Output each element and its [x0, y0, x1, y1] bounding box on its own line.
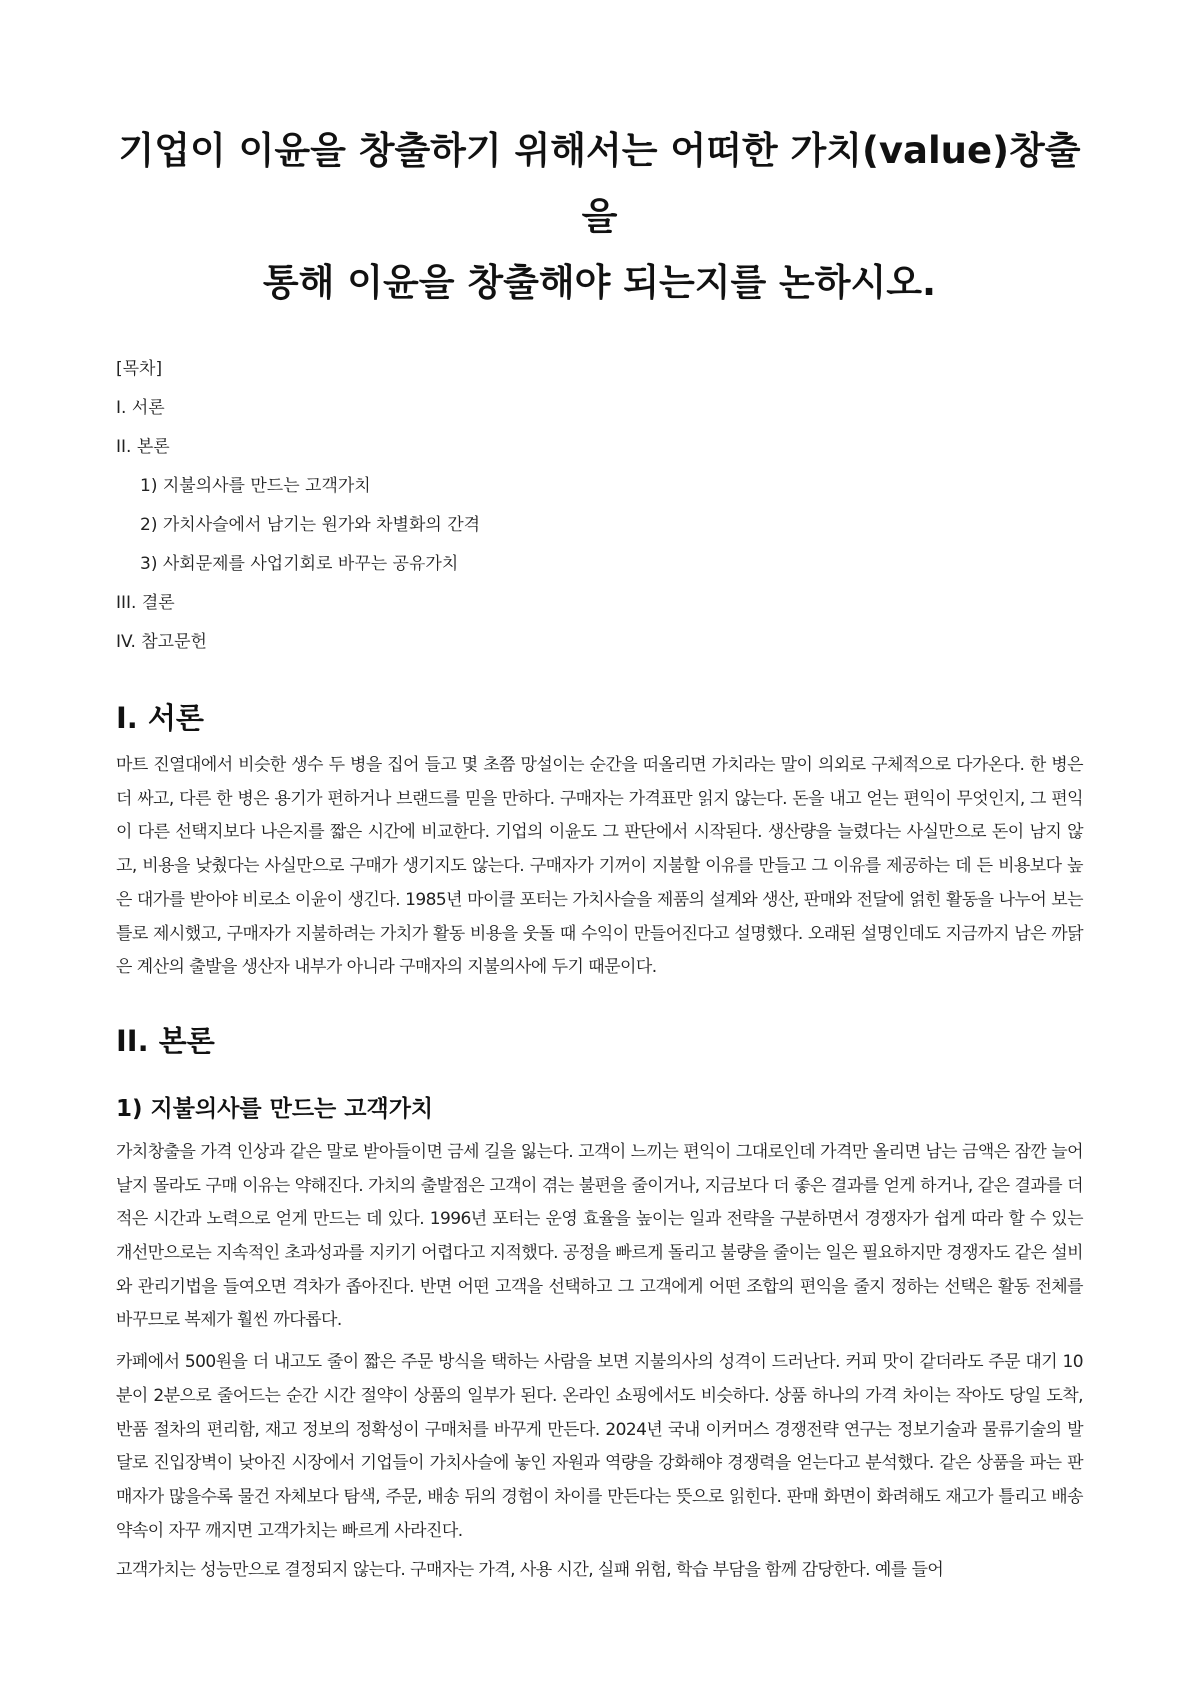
document-title-line-2: 통해 이윤을 창출해야 되는지를 논하시오. — [262, 261, 937, 304]
document-title-line-1: 기업이 이윤을 창출하기 위해서는 어떠한 가치(value)창출을 — [118, 129, 1081, 238]
toc-item-body-1: 1) 지불의사를 만드는 고객가치 — [140, 476, 371, 496]
body-paragraph: 카페에서 500원을 더 내고도 줄이 짧은 주문 방식을 택하는 사람을 보면 지불의사의 성격이 드러난다. 커피 맛이 같더라도 주문 대기 10분이 2분으로 줄어드는 순간 시간 절약이 상품의 일부가 된다. 온라인 쇼핑에서도 비슷하다. 상품 하나의 가격 차이는 작아도 당일 도착, 반품 절차의 편리함, 재고 정보의 정확성이 구매처를 바꾸게 만든다. 2024년 국내 이커머스 경쟁전략 연구는 정보기술과 물류기술의 발달로 진입장벽이 낮아진 시장에서 기업들이 가치사슬에 놓인 자원과 역량을 강화해야 경쟁력을 얻는다고 분석했다. 같은 상품을 파는 판매자가 많을수록 물건 자체보다 탐색, 주문, 배송 뒤의 경험이 차이를 만든다는 뜻으로 읽힌다. 판매 화면이 화려해도 재고가 틀리고 배송 약속이 자꾸 깨지면 고객가치는 빠르게 사라진다. — [116, 1352, 1083, 1541]
body-paragraph: 고객가치는 성능만으로 결정되지 않는다. 구매자는 가격, 사용 시간, 실패 위험, 학습 부담을 함께 감당한다. 예를 들어 — [116, 1560, 944, 1581]
toc-item-intro: I. 서론 — [116, 398, 165, 418]
subsection-heading-customer-value: 1) 지불의사를 만드는 고객가치 — [116, 1095, 434, 1122]
toc-item-body-2: 2) 가치사슬에서 남기는 원가와 차별화의 간격 — [140, 515, 481, 535]
body-paragraph: 가치창출을 가격 인상과 같은 말로 받아들이면 금세 길을 잃는다. 고객이 느끼는 편익이 그대로인데 가격만 올리면 남는 금액은 잠깐 늘어날지 몰라도 구매 이유는 약해진다. 가치의 출발점은 고객이 겪는 불편을 줄이거나, 지금보다 더 좋은 결과를 얻게 하거나, 같은 결과를 더 적은 시간과 노력으로 얻게 만드는 데 있다. 1996년 포터는 운영 효율을 높이는 일과 전략을 구분하면서 경쟁자가 쉽게 따라 할 수 있는 개선만으로는 지속적인 초과성과를 지키기 어렵다고 지적했다. 공정을 빠르게 돌리고 불량을 줄이는 일은 필요하지만 경쟁자도 같은 설비와 관리기법을 들여오면 격차가 좁아진다. 반면 어떤 고객을 선택하고 그 고객에게 어떤 조합의 편익을 줄지 정하는 선택은 활동 전체를 바꾸므로 복제가 훨씬 까다롭다. — [116, 1141, 1083, 1331]
toc-heading: [목차] — [116, 359, 163, 379]
toc-item-conclusion: III. 결론 — [116, 593, 175, 613]
intro-paragraph: 마트 진열대에서 비슷한 생수 두 병을 집어 들고 몇 초쯤 망설이는 순간을 떠올리면 가치라는 말이 의외로 구체적으로 다가온다. 한 병은 더 싸고, 다른 한 병은 용기가 편하거나 브랜드를 믿을 만하다. 구매자는 가격표만 읽지 않는다. 돈을 내고 얻는 편익이 무엇인지, 그 편익이 다른 선택지보다 나은지를 짧은 시간에 비교한다. 기업의 이윤도 그 판단에서 시작된다. 생산량을 늘렸다는 사실만으로 돈이 남지 않고, 비용을 낮췄다는 사실만으로 구매가 생기지도 않는다. 구매자가 기꺼이 지불할 이유를 만들고 그 이유를 제공하는 데 든 비용보다 높은 대가를 받아야 비로소 이윤이 생긴다. 1985년 마이클 포터는 가치사슬을 제품의 설계와 생산, 판매와 전달에 얽힌 활동을 나누어 보는 틀로 제시했고, 구매자가 지불하려는 가치가 활동 비용을 웃돌 때 수익이 만들어진다고 설명했다. 오래된 설명인데도 지금까지 남은 까닭은 계산의 출발을 생산자 내부가 아니라 구매자의 지불의사에 두기 때문이다. — [116, 755, 1083, 978]
toc-item-body: II. 본론 — [116, 437, 170, 457]
toc-item-body-3: 3) 사회문제를 사업기회로 바꾸는 공유가치 — [140, 554, 459, 574]
toc-item-references: IV. 참고문헌 — [116, 632, 207, 652]
section-heading-body: II. 본론 — [116, 1023, 215, 1058]
table-of-contents — [116, 350, 1083, 662]
document-title — [116, 118, 1083, 316]
section-heading-intro: I. 서론 — [116, 701, 204, 735]
